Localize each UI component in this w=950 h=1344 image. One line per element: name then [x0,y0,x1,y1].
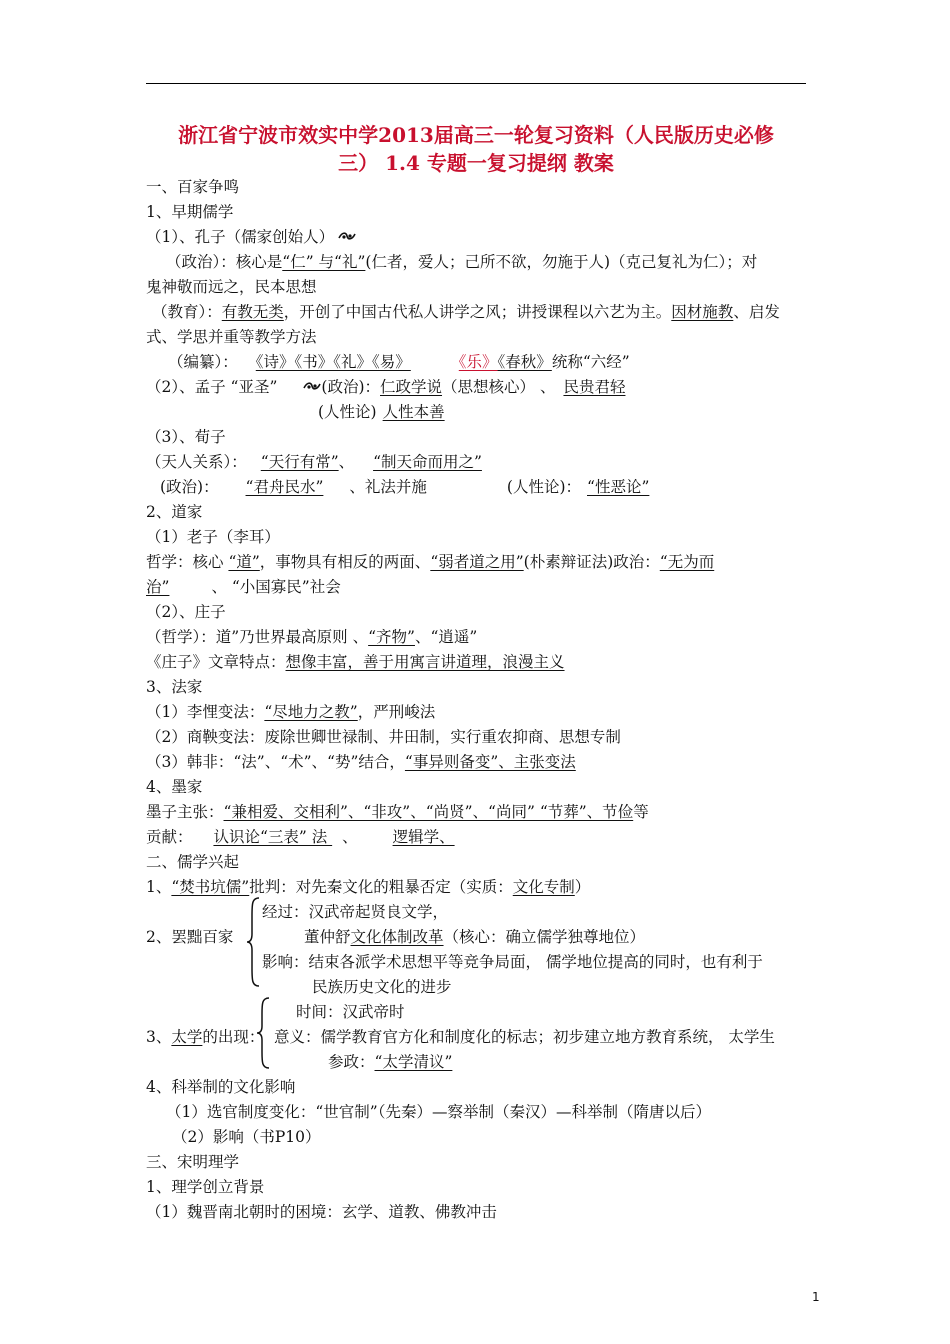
paragraph-line: 影响：结束各派学术思想平等竞争局面， 儒学地位提高的同时，也有利于 [262,953,763,971]
paragraph-line: （哲学）：道”乃世界最高原则 、“齐物”、“逍遥” [146,628,478,646]
left-brace-icon [246,896,260,992]
page-number: 1 [812,1290,820,1304]
document-title [146,121,806,177]
subsection-heading: 1、早期儒学 [146,203,234,221]
paragraph-line: (人性论) 人性本善 [318,403,445,421]
paragraph-line: 3、太学的出现： [146,1028,265,1046]
paragraph-line: （1）老子（李耳） [146,528,280,546]
paragraph-line: 1、理学创立背景 [146,1178,265,1196]
paragraph-line: 民族历史文化的进步 [312,978,452,996]
paragraph-line: （3）韩非：“法”、“术”、“势”结合，“事异则备变”、主张变法 [146,753,576,771]
paragraph-line: （天人关系）： “天行有常”、 “制天命而用之” [146,453,482,471]
swirl-icon [338,228,356,246]
paragraph-line: 参政：“太学清议” [328,1053,453,1071]
section-heading: 一、百家争鸣 [146,178,240,196]
paragraph-line: 时间：汉武帝时 [296,1003,405,1021]
paragraph-line: 董仲舒文化体制改革（核心：确立儒学独尊地位） [304,928,646,946]
paragraph-line: （3）、荀子 [146,428,226,446]
paragraph-line: 1、“焚书坑儒”批判：对先秦文化的粗暴否定（实质：文化专制） [146,878,591,896]
paragraph-line: 贡献： 认识论“三表” 法 、 逻辑学、 [146,828,455,846]
paragraph-line: 2、罢黜百家 [146,928,234,946]
paragraph-line: 墨子主张：“兼相爱、交相利”、“非攻”、“尚贤”、“尚同” “节葬”、节俭等 [146,803,649,821]
paragraph-line: （2）商鞅变法：废除世卿世禄制、井田制，实行重农抑商、思想专制 [146,728,621,746]
paragraph-line: 《庄子》文章特点：想像丰富，善于用寓言讲道理，浪漫主义 [146,653,565,671]
paragraph-line: （教育）：有教无类，开创了中国古代私人讲学之风；讲授课程以六艺为主。因材施教、启发 [152,303,780,321]
paragraph-line: （1）李悝变法：“尽地力之教”，严刑峻法 [146,703,436,721]
section-heading: 二、儒学兴起 [146,853,240,871]
left-brace-icon [256,996,270,1074]
paragraph-line: （1）选官制度变化：“世官制”（先秦）—察举制（秦汉）—科举制（隋唐以后） [166,1103,711,1121]
paragraph-line: 经过：汉武帝起贤良文学， [262,903,449,921]
paragraph-line: 式、学思并重等教学方法 [146,328,317,346]
paragraph-line: 治” 、 “小国寡民”社会 [146,578,341,596]
subsection-heading: 4、墨家 [146,778,203,796]
header-rule [146,83,806,84]
title-line-1: 浙江省宁波市效实中学2013届高三一轮复习资料（人民版历史必修 [178,123,774,147]
paragraph-line: （1）、孔子（儒家创始人） [146,226,356,248]
title-line-2: 三） 1.4 专题一复习提纲 教案 [338,151,614,175]
paragraph-line: (政治)： “君舟民水” 、礼法并施 (人性论)： “性恶论” [160,478,650,496]
swirl-icon [303,378,321,396]
paragraph-line: （2）、庄子 [146,603,226,621]
subsection-heading: 2、道家 [146,503,203,521]
paragraph-line: （政治）：核心是“仁” 与“礼”(仁者，爱人；己所不欲，勿施于人)（克己复礼为仁）；对 [166,253,758,271]
paragraph-line: 鬼神敬而远之，民本思想 [146,278,317,296]
paragraph-line: （2）、孟子 “亚圣” (政治)：仁政学说（思想核心） 、 民贵君轻 [146,378,626,396]
paragraph-line: 意义：儒学教育官方化和制度化的标志；初步建立地方教育系统， 太学生 [274,1028,775,1046]
section-heading: 三、宋明理学 [146,1153,240,1171]
paragraph-line: （编纂）： 《诗》《书》《礼》《易》 《乐》《春秋》统称“六经” [168,353,630,371]
paragraph-line: （1）魏晋南北朝时的困境：玄学、道教、佛教冲击 [146,1203,497,1221]
paragraph-line: （2）影响（书P10） [172,1128,321,1146]
paragraph-line: 哲学：核心 “道”，事物具有相反的两面、“弱者道之用”(朴素辩证法)政治：“无为而 [146,553,715,571]
paragraph-line: 4、科举制的文化影响 [146,1078,296,1096]
subsection-heading: 3、法家 [146,678,203,696]
